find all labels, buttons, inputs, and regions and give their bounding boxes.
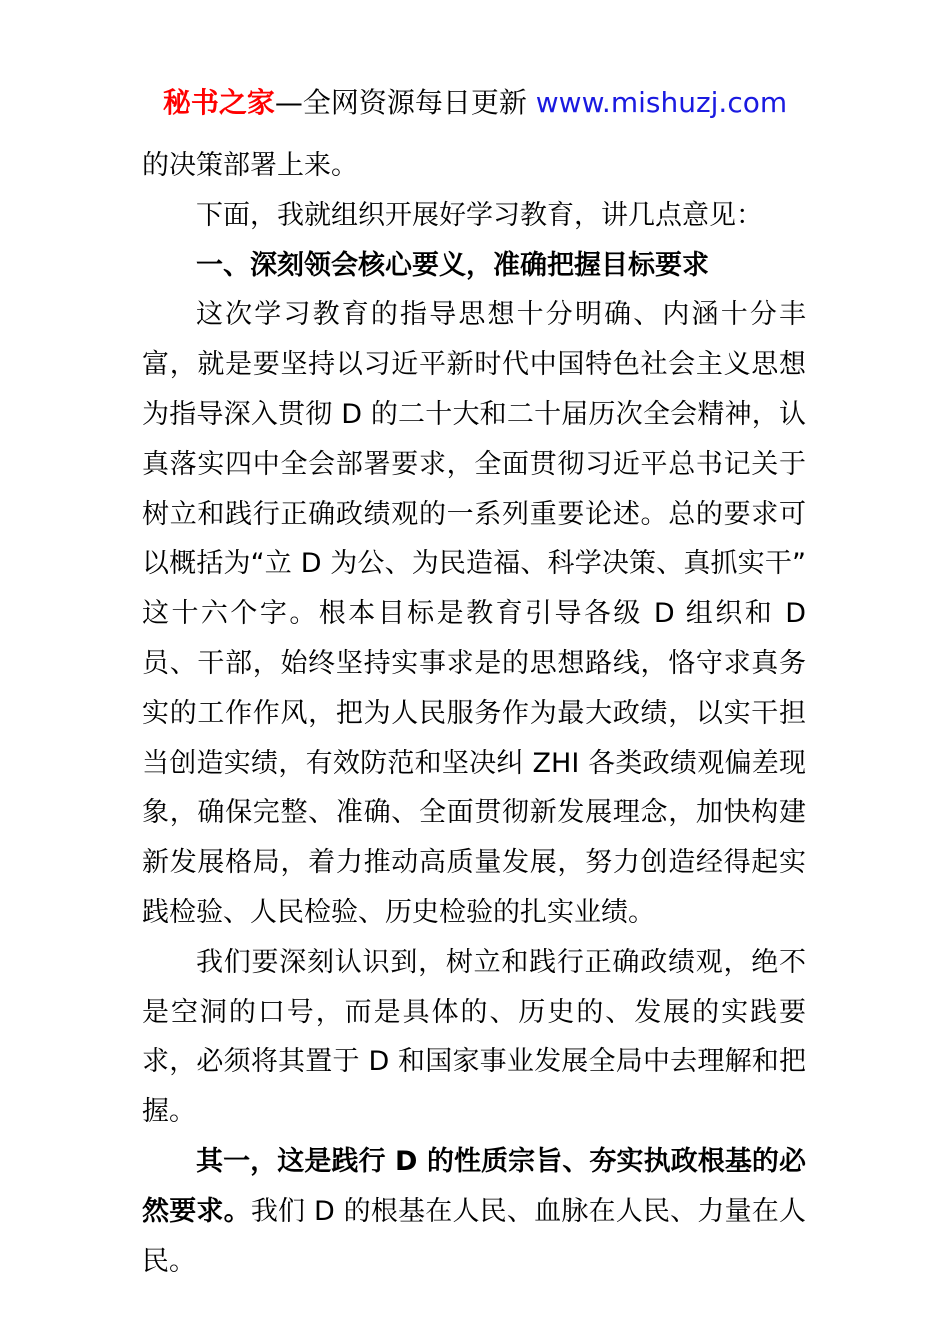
site-tagline: —全网资源每日更新 [274,86,536,119]
paragraph-continuation: 的决策部署上来。 [142,150,358,181]
document-body [142,141,806,1286]
paragraph-intro: 下面，我就组织开展好学习教育，讲几点意见： [196,199,763,231]
section-heading: 一、深刻领会核心要义，准确把握目标要求 [196,249,709,281]
paragraph-guiding-thought: 这次学习教育的指导思想十分明确、内涵十分丰富，就是要坚持以习近平新时代中国特色社会主义思想为指导深入贯彻 D 的二十大和二十届历次全会精神，认真落实四中全会部署要求，全面贯彻习近平总书记关于树立和践行正确政绩观的一系列重要论述。总的要求可以概括为“立 D 为公、为民造福、科学决策、真抓实干”这十六个字。根本目标是教育引导各级 D 组织和 D 员、干部，始终坚持实事求是的思想路线，恪守求真务实的工作作风，把为人民服务作为最大政绩，以实干担当创造实绩，有效防范和坚决纠 ZHI 各类政绩观偏差现象，确保完整、准确、全面贯彻新发展理念，加快构建新发展格局，着力推动高质量发展，努力创造经得起实践检验、人民检验、历史检验的扎实业绩。 [142,299,806,928]
paragraph-first-point-lead: 其一，这是践行 D 的性质宗旨、夯实执政根基的必然要求。 [142,1145,806,1227]
site-name: 秘书之家 [162,86,275,119]
paragraph-deep-recognition: 我们要深刻认识到，树立和践行正确政绩观，绝不是空洞的口号，而是具体的、历史的、发展的实践要求，必须将其置于 D 和国家事业发展全局中去理解和把握。 [142,946,806,1128]
paragraph-first-point-rest: 我们 D 的根基在人民、血脉在人民、力量在人民。 [142,1195,806,1277]
site-header [0,84,950,122]
site-url-link[interactable]: www.mishuzj.com [535,86,788,119]
paragraph-first-point [142,1137,806,1286]
